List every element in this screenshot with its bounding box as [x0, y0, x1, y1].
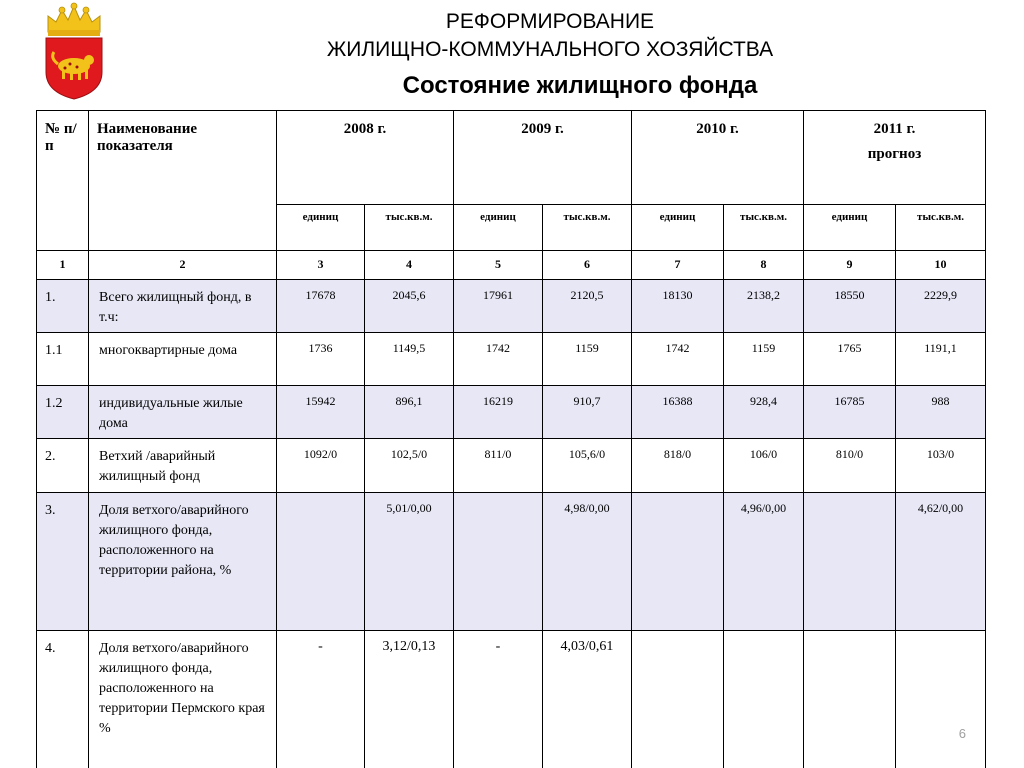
header-num: № п/п	[37, 111, 89, 251]
cell-value: 2138,2	[724, 280, 804, 333]
cell-value: 1159	[543, 333, 632, 386]
row-name: Доля ветхого/аварийного жилищного фонда, расположенного на территории Пермского края %	[89, 631, 277, 768]
cell-value	[724, 631, 804, 768]
row-name: Доля ветхого/аварийного жилищного фонда, расположенного на территории района, %	[89, 493, 277, 631]
header-year-2011: 2011 г. прогноз	[804, 111, 986, 205]
header-name: Наименование показателя	[89, 111, 277, 251]
cell-value: -	[277, 631, 365, 768]
column-number: 5	[454, 251, 543, 280]
coat-of-arms-icon	[40, 2, 108, 100]
cell-value	[632, 631, 724, 768]
row-name: Ветхий /аварийный жилищный фонд	[89, 439, 277, 493]
table-row	[37, 333, 986, 386]
cell-value	[454, 493, 543, 631]
header-year-2010: 2010 г.	[632, 111, 804, 205]
housing-stock-table	[36, 110, 986, 768]
cell-value: 105,6/0	[543, 439, 632, 493]
cell-value: 896,1	[365, 386, 454, 439]
cell-value: 1149,5	[365, 333, 454, 386]
cell-value: 1191,1	[896, 333, 986, 386]
unit-header: тыс.кв.м.	[896, 205, 986, 251]
column-number: 9	[804, 251, 896, 280]
table-row	[37, 631, 986, 768]
row-num: 3.	[37, 493, 89, 631]
cell-value: 103/0	[896, 439, 986, 493]
cell-value: 4,03/0,61	[543, 631, 632, 768]
cell-value: 1742	[454, 333, 543, 386]
row-name: многоквартирные дома	[89, 333, 277, 386]
cell-value: 810/0	[804, 439, 896, 493]
column-number: 7	[632, 251, 724, 280]
cell-value: 2045,6	[365, 280, 454, 333]
cell-value: 1765	[804, 333, 896, 386]
cell-value: 2120,5	[543, 280, 632, 333]
cell-value: 5,01/0,00	[365, 493, 454, 631]
cell-value: 818/0	[632, 439, 724, 493]
table-row	[37, 386, 986, 439]
unit-header: тыс.кв.м.	[543, 205, 632, 251]
cell-value	[804, 631, 896, 768]
table-row	[37, 439, 986, 493]
cell-value: 4,98/0,00	[543, 493, 632, 631]
cell-value: 15942	[277, 386, 365, 439]
cell-value: 988	[896, 386, 986, 439]
unit-header: единиц	[454, 205, 543, 251]
unit-header: единиц	[632, 205, 724, 251]
page-title-line1: РЕФОРМИРОВАНИЕ	[445, 10, 655, 33]
column-number: 4	[365, 251, 454, 280]
page-subtitle: Состояние жилищного фонда	[402, 72, 758, 99]
cell-value: 17678	[277, 280, 365, 333]
column-number: 6	[543, 251, 632, 280]
cell-value: 1736	[277, 333, 365, 386]
unit-header: тыс.кв.м.	[724, 205, 804, 251]
cell-value: 2229,9	[896, 280, 986, 333]
column-number: 8	[724, 251, 804, 280]
column-number: 3	[277, 251, 365, 280]
row-num: 1.2	[37, 386, 89, 439]
cell-value: 102,5/0	[365, 439, 454, 493]
cell-value: 18550	[804, 280, 896, 333]
cell-value	[896, 631, 986, 768]
row-num: 1.	[37, 280, 89, 333]
cell-value: 1159	[724, 333, 804, 386]
column-number: 2	[89, 251, 277, 280]
cell-value: 17961	[454, 280, 543, 333]
cell-value: 1092/0	[277, 439, 365, 493]
row-name: Всего жилищный фонд, в т.ч:	[89, 280, 277, 333]
unit-header: тыс.кв.м.	[365, 205, 454, 251]
cell-value: 16219	[454, 386, 543, 439]
table-row	[37, 280, 986, 333]
page-number: 6	[958, 726, 966, 741]
row-num: 1.1	[37, 333, 89, 386]
cell-value: 910,7	[543, 386, 632, 439]
cell-value: 106/0	[724, 439, 804, 493]
row-name: индивидуальные жилые дома	[89, 386, 277, 439]
cell-value: 4,62/0,00	[896, 493, 986, 631]
cell-value: 928,4	[724, 386, 804, 439]
cell-value: 18130	[632, 280, 724, 333]
cell-value	[277, 493, 365, 631]
table-row	[37, 493, 986, 631]
page-title-line2: ЖИЛИЩНО-КОММУНАЛЬНОГО ХОЗЯЙСТВА	[326, 38, 774, 61]
cell-value: -	[454, 631, 543, 768]
header-year-2009: 2009 г.	[454, 111, 632, 205]
cell-value	[804, 493, 896, 631]
cell-value: 811/0	[454, 439, 543, 493]
header-year-2008: 2008 г.	[277, 111, 454, 205]
column-number: 10	[896, 251, 986, 280]
row-num: 4.	[37, 631, 89, 768]
unit-header: единиц	[804, 205, 896, 251]
unit-header: единиц	[277, 205, 365, 251]
cell-value	[632, 493, 724, 631]
cell-value: 3,12/0,13	[365, 631, 454, 768]
row-num: 2.	[37, 439, 89, 493]
cell-value: 16785	[804, 386, 896, 439]
cell-value: 16388	[632, 386, 724, 439]
cell-value: 4,96/0,00	[724, 493, 804, 631]
cell-value: 1742	[632, 333, 724, 386]
column-number: 1	[37, 251, 89, 280]
